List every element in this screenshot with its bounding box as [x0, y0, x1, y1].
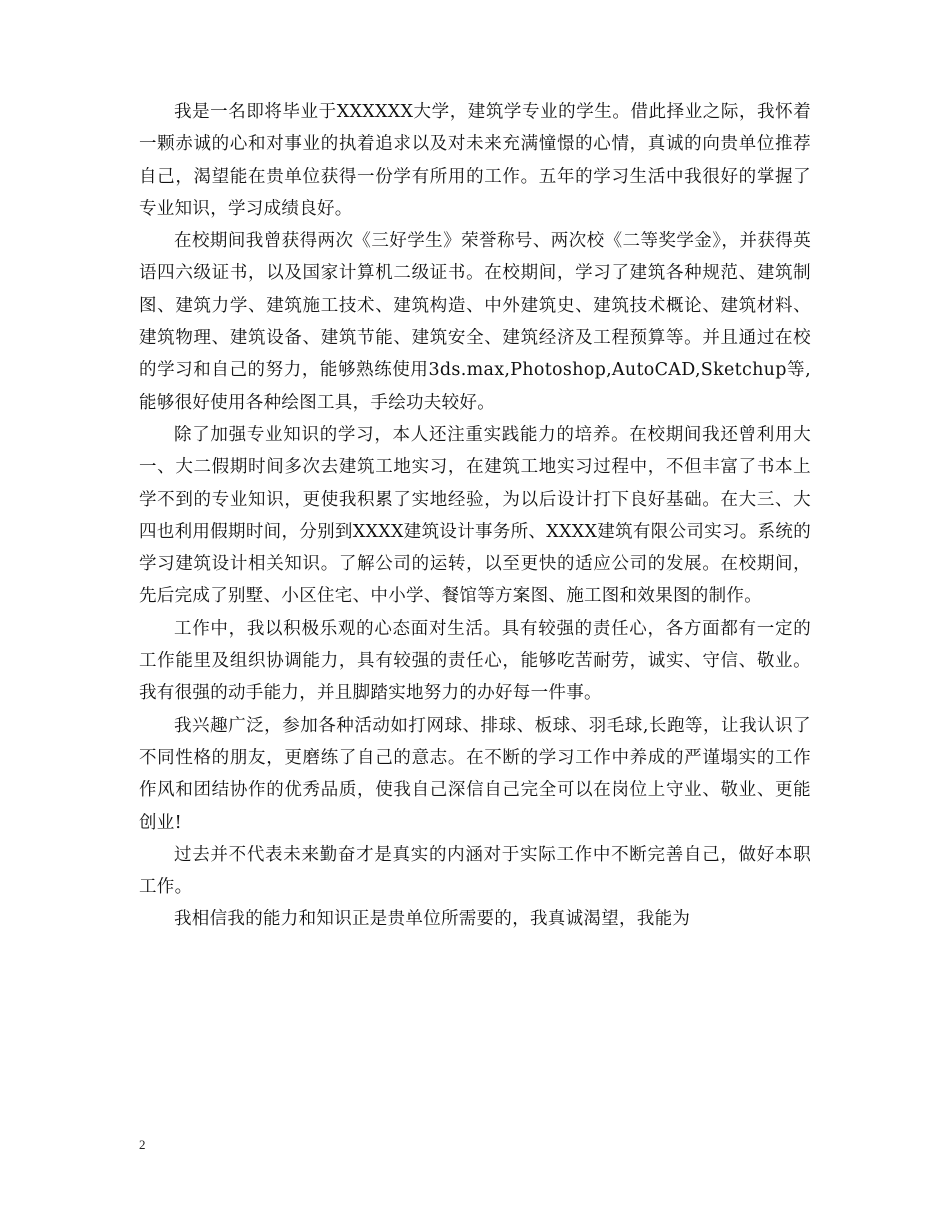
paragraph-2: 在校期间我曾获得两次《三好学生》荣誉称号、两次校《二等奖学金》，并获得英语四六级证书，以及国家计算机二级证书。在校期间，学习了建筑各种规范、建筑制图、建筑力学、建筑施工技术、建筑构造、中外建筑史、建筑技术概论、建筑材料、建筑物理、建筑设备、建筑节能、建筑安全、建筑经济及工程预算等。并且通过在校的学习和自己的努力，能够熟练使用3ds.max,Photoshop,AutoCAD,Sketchup等,能够很好使用各种绘图工具，手绘功夫较好。 — [139, 231, 811, 413]
page-number: 2 — [139, 1137, 146, 1152]
paragraph-6: 过去并不代表未来勤奋才是真实的内涵对于实际工作中不断完善自己，做好本职工作。 — [139, 844, 811, 898]
body-text — [139, 96, 811, 936]
paragraph-3: 除了加强专业知识的学习，本人还注重实践能力的培养。在校期间我还曾利用大一、大二假期时间多次去建筑工地实习，在建筑工地实习过程中，不但丰富了书本上学不到的专业知识，更使我积累了实地经验，为以后设计打下良好基础。在大三、大四也利用假期时间，分别到XXXX建筑设计事务所、XXXX建筑有限公司实习。系统的学习建筑设计相关知识。了解公司的运转，以至更快的适应公司的发展。在校期间，先后完成了别墅、小区住宅、中小学、餐馆等方案图、施工图和效果图的制作。 — [139, 424, 811, 607]
paragraph-1: 我是一名即将毕业于XXXXXX大学，建筑学专业的学生。借此择业之际，我怀着一颗赤诚的心和对事业的执着追求以及对未来充满憧憬的心情，真诚的向贵单位推荐自己，渴望能在贵单位获得一份学有所用的工作。五年的学习生活中我很好的掌握了专业知识，学习成绩良好。 — [139, 102, 811, 219]
paragraph-5: 我兴趣广泛，参加各种活动如打网球、排球、板球、羽毛球,长跑等，让我认识了不同性格的朋友，更磨练了自己的意志。在不断的学习工作中养成的严谨塌实的工作作风和团结协作的优秀品质，使我自己深信自己完全可以在岗位上守业、敬业、更能创业! — [139, 715, 811, 833]
paragraph-4: 工作中，我以积极乐观的心态面对生活。具有较强的责任心，各方面都有一定的工作能里及组织协调能力，具有较强的责任心，能够吃苦耐劳，诚实、守信、敬业。我有很强的动手能力，并且脚踏实地努力的办好每一件事。 — [139, 618, 811, 704]
paragraph-7: 我相信我的能力和知识正是贵单位所需要的，我真诚渴望，我能为 — [174, 909, 691, 930]
